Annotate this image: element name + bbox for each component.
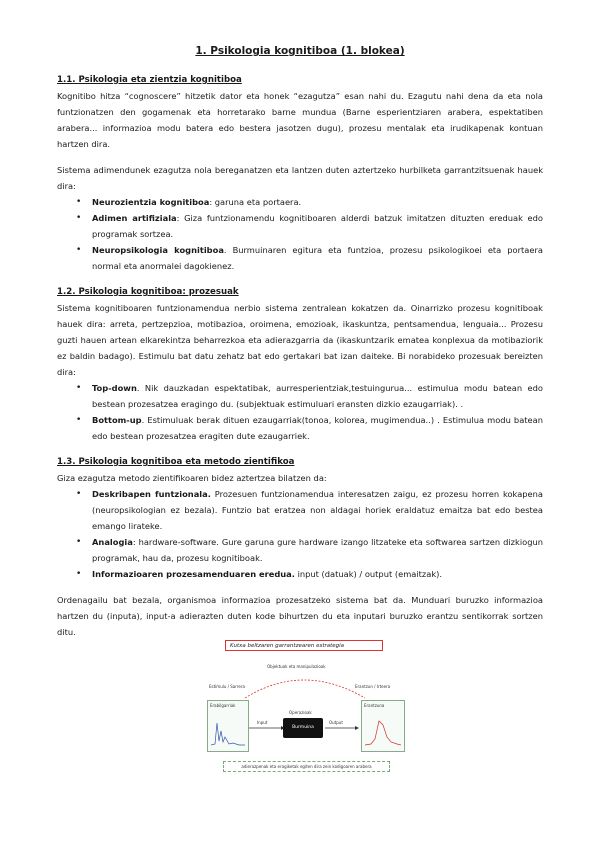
list-item: [92, 242, 543, 274]
diagram-left-panel-title: Erabilgarriak: [210, 703, 236, 708]
black-box: Burmuina: [283, 718, 323, 738]
list-item-text: input (datuak) / output (emaitzak).: [294, 569, 443, 579]
diagram-right-panel: [361, 700, 405, 752]
output-label: Output: [329, 720, 343, 725]
section-1-2-paragraph-1: Sistema kognitiboaren funtzionamendua nerbio sistema zentralean kokatzen da. Oinarrizko prozesu kognitiboak hauek dira: arreta, pertzepzioa, motibazioa, oroimena, emozioak, ikaskuntza, pentsamendua, lenguaia... Prozesu guzti hauen artean elkarekintza beharrezkoa eta adierazgarria da (ikaskuntzarik ematea konplexua da motibaziorik ez baldin badago). Estimulu bat datu zehatz bat edo gertakari bat izan daiteke. Bi norabideko prozesuak bereizten dira:: [57, 303, 543, 377]
section-1-1-list: [57, 194, 543, 274]
diagram-right-panel-title: Erantzuna: [364, 703, 385, 708]
list-item-text: : hardware-software. Gure garuna gure hardware izango litzateke eta softwarea sartzen dizkiogun programak, hau da, prozesu kognitiboak.: [92, 537, 543, 563]
list-item-text: . Burmuinaren egitura eta funtzioa, prozesu psikologikoei eta portaera normal eta anormalei dagokienez.: [92, 245, 543, 271]
list-item-text: : garuna eta portaera.: [209, 197, 302, 207]
diagram-left-panel: [207, 700, 249, 752]
list-item-term: Informazioaren prozesamenduaren eredua.: [92, 569, 295, 579]
diagram-banner: Kutxa beltzaren garrantzearen estrategia: [225, 640, 383, 651]
diagram-left-label: Estimulu / Sarrera: [209, 684, 245, 689]
section-1-3-paragraph-2: Ordenagailu bat bezala, organismoa informazioa prozesatzeko sistema bat da. Munduari buruzko informazioa hartzen du (inputa), input-a adierazten duten kode bihurtzen du eta inputari buruzko erantzu sentikorrak sortzen ditu.: [57, 595, 543, 637]
document-page: [57, 44, 543, 640]
list-item-term: Top-down: [92, 383, 137, 393]
page-title: 1. Psikologia kognitiboa (1. blokea): [195, 45, 405, 57]
input-label: Input: [257, 720, 268, 725]
diagram-right-label: Erantzun / Irteera: [355, 684, 391, 689]
section-heading-1-3: 1.3. Psikologia kognitiboa eta metodo zientifikoa: [57, 457, 295, 467]
list-item-text: . Estimuluak berak dituen ezaugarriak(tonoa, kolorea, mugimendua..) . Estimulua modu batean edo bestean prozesatzea eragiten dute ezaugarriek.: [92, 415, 543, 441]
section-1-1-paragraph-1: Kognitibo hitza “cognoscere” hitzetik dator eta honek “ezagutza” esan nahi du. Ezagutu nahi dena da eta nola funtzionatzen den gogamenak eta horretarako barne mundua (Barne esperientziaren arabera, espektatiben arabera... informazioa modu batera edo bestera jasotzen dugu), prozesu mentalak eta irudikapenak kontuan hartzen dira.: [57, 91, 543, 149]
right-panel-graph: [363, 711, 403, 749]
section-heading-1-2: 1.2. Psikologia kognitiboa: prozesuak: [57, 287, 239, 297]
list-item-term: Analogia: [92, 537, 133, 547]
list-item-term: Bottom-up: [92, 415, 142, 425]
list-item: [92, 210, 543, 242]
section-heading-1-1: 1.1. Psikologia eta zientzia kognitiboa: [57, 75, 242, 85]
list-item-term: Neuropsikologia kognitiboa: [92, 245, 224, 255]
list-item-text: . Nik dauzkadan espektatibak, aurresperientziak,testuingurua... estimulua modu batean edo bestean prozesatzea eragingo du. (subjektuak estimuluari eransten dizkio ezaugarriak). .: [92, 383, 543, 409]
diagram-caption: adierazpenak eta eragiketak egiten dira zein kodigoaren arabera: [223, 761, 390, 772]
section-1-3-list: [57, 486, 543, 582]
list-item-text: Prozesuen funtzionamendua interesatzen zaigu, ez prozesu horren kokapena (neuropsikologian ez bezala). Funtzio bat eratzea non aldagai horiek eraldatuz emaitza bat edo bestea emango lirateke.: [92, 489, 543, 531]
list-item: [92, 534, 543, 566]
left-panel-graph: [209, 711, 247, 749]
operations-label: Operazioak: [289, 710, 312, 715]
list-item: [92, 412, 543, 444]
diagram-top-label: Objektuak eta manipulazioak: [267, 664, 326, 669]
list-item: [92, 194, 543, 210]
list-item-term: Adimen artifiziala: [92, 213, 177, 223]
section-1-1-paragraph-2: Sistema adimendunek ezagutza nola bereganatzen eta lantzen duten aztertzeko hurbilketa garrantzitsuenak hauek dira:: [57, 165, 543, 191]
list-item: [92, 566, 543, 582]
list-item-text: : Giza funtzionamendu kognitiboaren alderdi batzuk imitatzen dituzten ereduak edo programak sortzea.: [92, 213, 543, 239]
section-1-3-paragraph-1: Giza ezagutza metodo zientifikoaren bidez aztertzea bilatzen da:: [57, 473, 327, 483]
section-1-2-list: [57, 380, 543, 444]
black-box-diagram: [205, 640, 410, 775]
list-item-term: Neurozientzia kognitiboa: [92, 197, 210, 207]
list-item: [92, 380, 543, 412]
list-item: [92, 486, 543, 534]
list-item-term: Deskribapen funtzionala.: [92, 489, 211, 499]
